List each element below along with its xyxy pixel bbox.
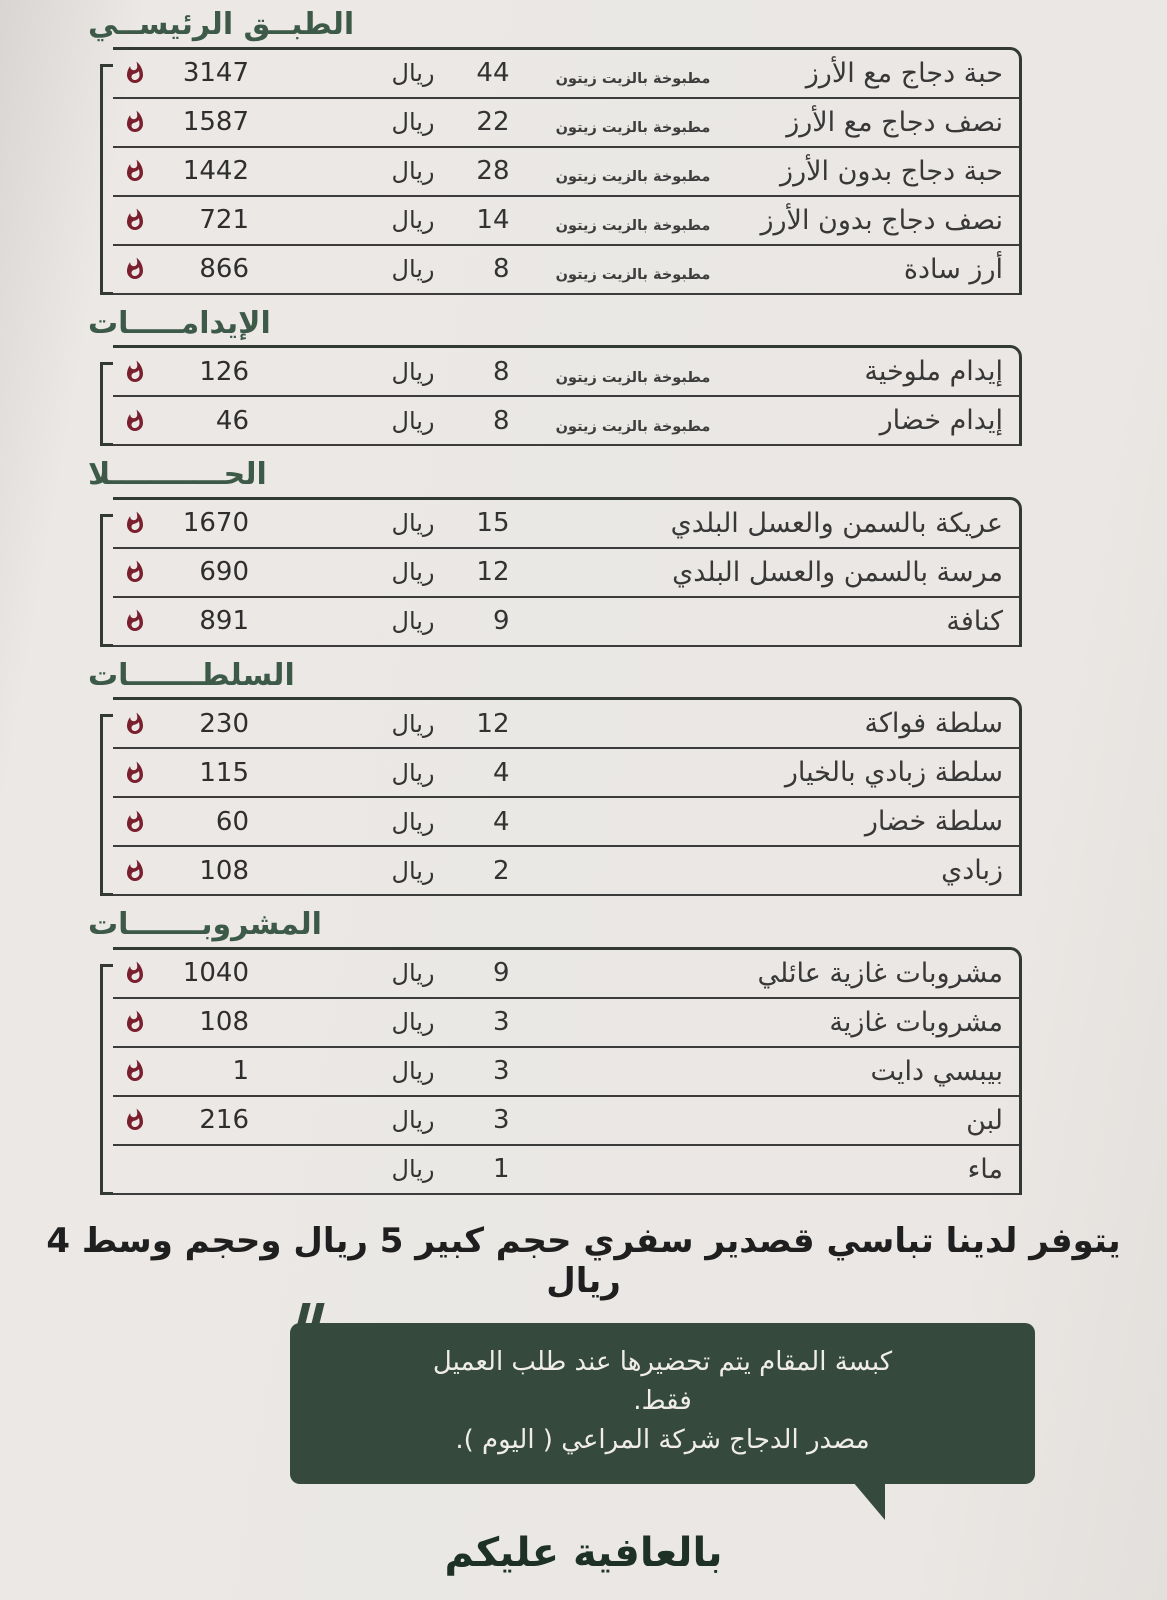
item-price [392, 508, 510, 538]
item-name: لبن [966, 1104, 1003, 1136]
price-value: 3 [492, 1007, 510, 1037]
section-box [113, 947, 1022, 1195]
left-bracket-decoration [100, 964, 113, 1195]
menu-item-row [113, 500, 1019, 549]
item-name: حبة دجاج مع الأرز [805, 57, 1003, 89]
flame-calories-icon [123, 257, 147, 281]
item-price [392, 58, 510, 88]
menu-item-row [113, 348, 1019, 397]
item-name: بيبسي دايت [870, 1055, 1003, 1087]
flame-calories-icon [123, 208, 147, 232]
menu-item-row [113, 847, 1019, 896]
price-value: 12 [476, 708, 510, 739]
calories-value: 690 [199, 557, 249, 587]
flame-calories-icon [123, 409, 147, 433]
flame-calories-icon [123, 511, 147, 535]
item-name: إيدام ملوخية [864, 356, 1003, 387]
left-bracket-decoration [100, 714, 113, 896]
item-price [392, 1007, 510, 1037]
item-description: مطبوخة بالزيت زيتون [555, 369, 711, 386]
price-currency-label: ريال [391, 959, 435, 987]
item-description: مطبوخة بالزيت زيتون [555, 169, 711, 185]
item-calories [123, 205, 249, 235]
item-calories [123, 606, 249, 636]
item-calories [123, 856, 249, 886]
section-title: الطبــق الرئيســي [88, 7, 355, 42]
flame-calories-icon [123, 61, 147, 85]
item-description [533, 1163, 733, 1175]
section-main-dishes [0, 8, 1167, 295]
price-value: 3 [492, 1056, 510, 1086]
menu-item-row [113, 950, 1019, 999]
flame-calories-icon [123, 761, 147, 785]
info-bubble [290, 1323, 1035, 1484]
section-drinks [0, 908, 1167, 1195]
calories-value: 721 [199, 205, 249, 235]
item-price [392, 1056, 510, 1086]
menu-item-row [113, 749, 1019, 798]
bubble-text-line-2: فقط. [633, 1385, 692, 1416]
price-currency-label: ريال [391, 357, 435, 386]
item-price [392, 856, 510, 886]
item-price [392, 1105, 510, 1135]
item-name: ماء [967, 1153, 1003, 1185]
item-calories [123, 1007, 249, 1037]
flame-calories-icon [123, 961, 147, 985]
item-price [392, 606, 510, 636]
flame-calories-icon [123, 859, 147, 883]
price-currency-label: ريال [391, 255, 435, 283]
item-price [392, 357, 510, 387]
price-value: 4 [492, 806, 510, 837]
bubble-text-line-1: كبسة المقام يتم تحضيرها عند طلب العميل [432, 1346, 893, 1377]
item-name: نصف دجاج بدون الأرز [760, 204, 1003, 236]
left-bracket-decoration [100, 362, 113, 446]
item-name: سلطة فواكة [864, 708, 1003, 739]
item-name: نصف دجاج مع الأرز [786, 106, 1003, 138]
item-name: مشروبات غازية عائلي [757, 957, 1003, 989]
menu-item-row [113, 148, 1019, 197]
price-value: 4 [492, 757, 510, 788]
section-stews [0, 307, 1167, 447]
menu-item-row [113, 598, 1019, 647]
item-name: حبة دجاج بدون الأرز [780, 155, 1003, 187]
calories-value: 216 [199, 1105, 249, 1135]
price-currency-label: ريال [391, 856, 435, 885]
flame-calories-icon [123, 360, 147, 384]
calories-value: 1040 [182, 958, 249, 988]
item-description [533, 615, 733, 627]
item-calories [123, 357, 249, 387]
section-title: الإيدامـــــات [88, 305, 271, 341]
footer-greeting: بالعافية عليكم [444, 1529, 723, 1576]
item-name: كنافة [946, 605, 1003, 637]
price-currency-label: ريال [391, 558, 435, 586]
price-value: 14 [476, 205, 510, 235]
menu-item-row [113, 700, 1019, 749]
item-description [533, 1016, 733, 1028]
price-value: 2 [492, 855, 510, 886]
quote-marks-decoration [297, 1303, 310, 1324]
bubble-text-line-3: مصدر الدجاج شركة المراعي ( اليوم ). [455, 1424, 870, 1455]
calories-value: 108 [199, 1007, 249, 1037]
item-name: سلطة خضار [864, 806, 1003, 837]
item-calories [123, 1105, 249, 1135]
flame-calories-icon [123, 159, 147, 183]
calories-value: 115 [199, 757, 249, 788]
flame-calories-icon [123, 712, 147, 736]
takeaway-note: يتوفر لدينا تباسي قصدير سفري حجم كبير 5 ريال وحجم وسط 4 ريال [46, 1220, 1121, 1301]
menu-item-row [113, 99, 1019, 148]
item-price [392, 205, 510, 235]
item-calories [123, 107, 249, 137]
calories-value: 46 [215, 405, 249, 436]
item-calories [123, 758, 249, 788]
item-calories [123, 58, 249, 88]
price-currency-label: ريال [391, 607, 435, 635]
menu-item-row [113, 798, 1019, 847]
price-currency-label: ريال [391, 807, 435, 836]
price-currency-label: ريال [391, 509, 435, 537]
price-currency-label: ريال [391, 108, 435, 136]
item-calories [123, 156, 249, 186]
price-value: 15 [476, 508, 510, 538]
price-currency-label: ريال [391, 1106, 435, 1134]
item-calories [123, 958, 249, 988]
price-currency-label: ريال [391, 1008, 435, 1036]
item-name: مرسة بالسمن والعسل البلدي [672, 556, 1003, 588]
item-price [392, 156, 510, 186]
item-price [392, 254, 510, 284]
item-calories [123, 406, 249, 436]
item-price [392, 709, 510, 739]
calories-value: 891 [199, 606, 249, 636]
item-calories [123, 1056, 249, 1086]
left-bracket-decoration [100, 514, 113, 647]
item-description [533, 967, 733, 979]
flame-calories-icon [123, 1108, 147, 1132]
section-box [113, 497, 1022, 647]
calories-value: 1442 [182, 156, 249, 186]
price-currency-label: ريال [391, 157, 435, 185]
menu-item-row [113, 50, 1019, 99]
menu-item-row [113, 1097, 1019, 1146]
section-title: السلطـــــــات [88, 657, 295, 693]
flame-calories-icon [123, 609, 147, 633]
price-currency-label: ريال [391, 59, 435, 87]
item-price [392, 557, 510, 587]
item-description [533, 1114, 733, 1126]
calories-value: 108 [199, 855, 249, 886]
section-box [113, 47, 1022, 295]
price-value: 28 [476, 156, 510, 186]
item-description: مطبوخة بالزيت زيتون [555, 418, 711, 435]
item-name: إيدام خضار [879, 405, 1003, 436]
item-description [533, 517, 733, 529]
price-value: 12 [476, 557, 510, 587]
flame-calories-icon [123, 110, 147, 134]
item-description [533, 1065, 733, 1077]
menu-item-row [113, 246, 1019, 295]
flame-calories-icon [123, 810, 147, 834]
item-name: زبادي [941, 855, 1003, 886]
price-value: 8 [492, 356, 510, 387]
item-price [392, 807, 510, 837]
price-currency-label: ريال [391, 758, 435, 787]
price-currency-label: ريال [391, 206, 435, 234]
price-value: 8 [492, 254, 510, 284]
price-value: 22 [476, 107, 510, 137]
item-calories [123, 557, 249, 587]
menu-item-row [113, 999, 1019, 1048]
item-calories [123, 807, 249, 837]
item-description: مطبوخة بالزيت زيتون [555, 218, 711, 234]
item-calories [123, 709, 249, 739]
item-description: مطبوخة بالزيت زيتون [555, 120, 711, 136]
flame-calories-icon [123, 560, 147, 584]
item-name: أرز سادة [903, 253, 1003, 285]
item-price [392, 107, 510, 137]
item-description [533, 718, 733, 730]
item-price [392, 758, 510, 788]
price-value: 8 [492, 405, 510, 436]
calories-value: 1587 [182, 107, 249, 137]
calories-value: 1 [232, 1056, 249, 1086]
item-calories [123, 508, 249, 538]
calories-value: 60 [215, 806, 249, 837]
section-box [113, 697, 1022, 896]
price-value: 9 [492, 958, 510, 988]
item-description [533, 865, 733, 877]
item-name: مشروبات غازية [829, 1006, 1003, 1038]
section-box [113, 345, 1022, 446]
price-value: 3 [492, 1105, 510, 1135]
price-currency-label: ريال [391, 1057, 435, 1085]
calories-value: 230 [199, 708, 249, 739]
section-desserts [0, 458, 1167, 647]
section-title: المشروبـــــــات [88, 907, 322, 942]
menu-item-row [113, 1048, 1019, 1097]
price-currency-label: ريال [391, 406, 435, 435]
flame-calories-icon [123, 1010, 147, 1034]
menu-item-row [113, 397, 1019, 446]
item-price [392, 406, 510, 436]
item-description: مطبوخة بالزيت زيتون [555, 267, 711, 283]
item-description [533, 816, 733, 828]
left-bracket-decoration [100, 64, 113, 295]
calories-value: 126 [199, 356, 249, 387]
price-currency-label: ريال [391, 1155, 435, 1183]
section-salads [0, 659, 1167, 897]
bubble-tail-decoration [853, 1482, 885, 1520]
menu-item-row [113, 549, 1019, 598]
price-value: 9 [492, 606, 510, 636]
item-name: عريكة بالسمن والعسل البلدي [670, 507, 1003, 539]
calories-value: 866 [199, 254, 249, 284]
menu-item-row [113, 197, 1019, 246]
item-description [533, 767, 733, 779]
price-value: 1 [492, 1154, 510, 1184]
flame-calories-icon [123, 1059, 147, 1083]
calories-value: 3147 [182, 58, 249, 88]
item-calories [123, 254, 249, 284]
item-description: مطبوخة بالزيت زيتون [555, 71, 711, 87]
item-description [533, 566, 733, 578]
price-currency-label: ريال [391, 709, 435, 738]
item-price [392, 1154, 510, 1184]
section-title: الحـــــــــــلا [88, 457, 267, 492]
price-value: 44 [476, 58, 510, 88]
menu-item-row [113, 1146, 1019, 1195]
calories-value: 1670 [182, 508, 249, 538]
item-name: سلطة زبادي بالخيار [784, 757, 1003, 788]
item-price [392, 958, 510, 988]
